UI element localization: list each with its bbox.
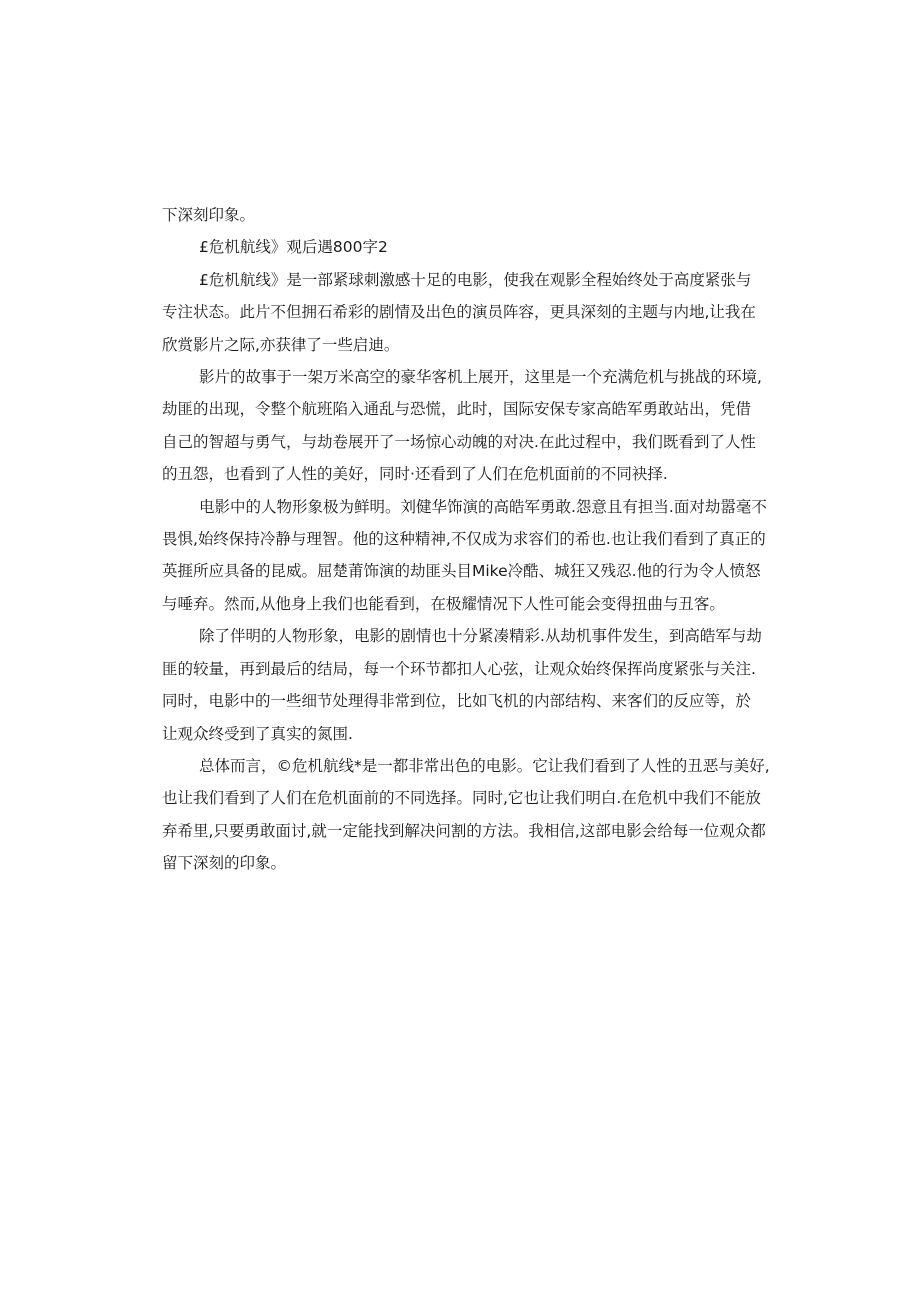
text-line: £危机航线》观后遇800字2 — [199, 238, 388, 257]
text-line: 畏惧,始终保持冷静与理智。他的这种精神,不仅成为求容们的希也.也让我们看到了真正的 — [162, 530, 766, 549]
paragraph-plot — [162, 620, 762, 750]
paragraph-story — [162, 361, 762, 491]
paragraph-conclusion — [162, 750, 770, 880]
text-line: 影片的故事于一架万米高空的豪华客机上展开，这里是一个充满危机与挑战的环境, — [199, 368, 762, 387]
text-line: 总体而言，©危机航线*是一都非常出色的电影。它让我们看到了人性的丑恶与美好, — [199, 756, 770, 775]
text-line: 除了伴明的人物形象，电影的剧情也十分紧凑精彩.从劫机事件发生，到高皓军与劫 — [199, 627, 762, 646]
text-line: 下深刻印象。 — [162, 206, 256, 224]
text-line: 匪的较量，再到最后的结局，每一个环节都扣人心弦，让观众始终保挥尚度紧张与关注. — [162, 659, 756, 678]
text-line: 英捱所应具备的昆威。屈楚莆饰演的劫匪头目Mike冷酷、城狂又残忍.他的行为令人愤怒 — [162, 562, 761, 581]
text-line: 欣赏影片之际,亦获律了一些启迪。 — [162, 335, 400, 354]
text-line: 同时，电影中的一些细节处理得非常到位，比如飞机的内部结构、来客们的反应等，於 — [162, 692, 752, 711]
text-line: 电影中的人物形象极为鲜明。刘健华饰演的高皓军勇敢.怨意且有担当.面对劫嚣毫不 — [199, 497, 767, 516]
text-line: 弃希里,只要勇敢面讨,就一定能找到解决问割的方法。我相信,这部电影会给每一位观众都 — [162, 821, 766, 840]
text-line: 自己的智超与勇气，与劫卷展开了一场惊心动魄的对决.在此过程中，我们既看到了人性 — [162, 432, 756, 451]
text-line: 留下深刻的印象。 — [162, 854, 287, 873]
text-line: 专注状态。此片不但拥石希彩的剧情及出色的演员阵容，更具深刻的主题与内地,让我在 — [162, 303, 756, 322]
text-line: 让观众终受到了真实的氮围. — [162, 724, 353, 743]
text-line: 与唾弃。然而,从他身上我们也能看到，在极耀情况下人性可能会变得扭曲与丑客。 — [162, 594, 725, 613]
document-body — [162, 199, 770, 880]
text-line: £危机航线》是一部紧球刺激感十足的电影，使我在观影全程始终处于高度紧张与 — [199, 270, 752, 289]
paragraph-intro — [162, 264, 762, 361]
text-line: 劫匪的出现，令整个航班陷入通乱与恐慌，此时，国际安保专家高皓军勇敢站出，凭借 — [162, 400, 752, 419]
paragraph-characters — [162, 491, 767, 621]
essay-title — [162, 231, 762, 263]
paragraph-continuation — [162, 199, 762, 231]
text-line: 的丑怨，也看到了人性的美好，同时·还看到了人们在危机面前的不同袂择. — [162, 465, 668, 484]
text-line: 也让我们看到了人们在危机面前的不同选择。同时,它也让我们明白.在危机中我们不能放 — [162, 789, 761, 808]
